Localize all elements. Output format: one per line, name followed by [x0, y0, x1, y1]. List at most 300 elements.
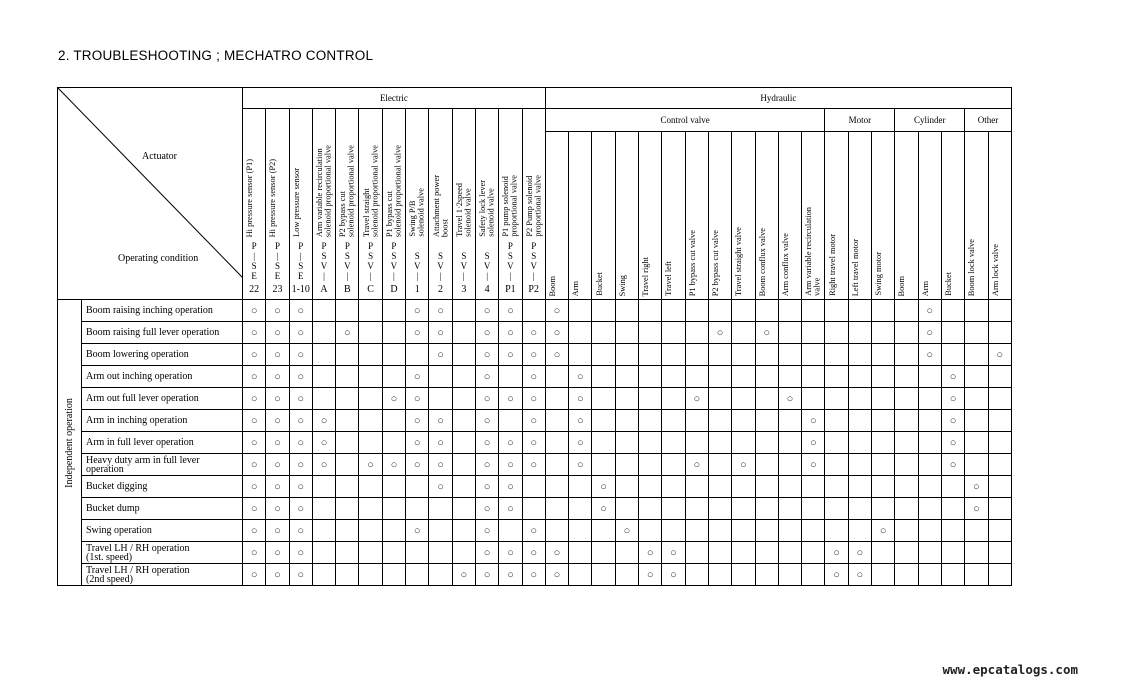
mark-cell — [429, 542, 452, 564]
mark-cell — [662, 366, 685, 388]
mark-cell: ○ — [685, 454, 708, 476]
mark-cell — [499, 366, 522, 388]
mark-cell: ○ — [336, 322, 359, 344]
mark-cell — [895, 498, 918, 520]
group-label: Independent operation — [63, 397, 75, 488]
mark-cell — [662, 344, 685, 366]
mark-cell: ○ — [243, 498, 266, 520]
electric-col-label: Travel straight solenoid proportional valve — [361, 144, 380, 237]
mark-cell — [569, 498, 592, 520]
electric-col-code: S V | — [483, 251, 491, 281]
hydraulic-col-label: Arm — [920, 280, 930, 296]
electric-col-label: Safety lock lever solenoid valve — [478, 180, 496, 237]
electric-col-header — [522, 109, 545, 300]
mark-cell: ○ — [289, 564, 312, 586]
mark-cell — [522, 300, 545, 322]
mark-cell: ○ — [545, 564, 568, 586]
mark-cell — [802, 366, 825, 388]
mark-cell: ○ — [289, 322, 312, 344]
mark-cell — [708, 454, 731, 476]
mark-cell — [941, 542, 964, 564]
table-row — [58, 432, 1012, 454]
mark-cell — [732, 300, 755, 322]
mark-cell — [918, 476, 941, 498]
mark-cell — [872, 476, 895, 498]
mark-cell — [988, 520, 1011, 542]
mark-cell: ○ — [522, 564, 545, 586]
mark-cell: ○ — [475, 564, 498, 586]
electric-col-label: Low pressure sensor — [291, 168, 301, 237]
mark-cell — [522, 498, 545, 520]
mark-cell — [569, 564, 592, 586]
mark-cell: ○ — [522, 322, 545, 344]
mark-cell — [615, 432, 638, 454]
mark-cell: ○ — [778, 388, 801, 410]
mark-cell: ○ — [289, 520, 312, 542]
mark-cell: ○ — [475, 300, 498, 322]
mark-cell — [615, 300, 638, 322]
operating-condition: Bucket digging — [82, 476, 243, 498]
mark-cell — [755, 344, 778, 366]
mark-cell — [802, 344, 825, 366]
mark-cell — [615, 564, 638, 586]
mark-cell — [802, 498, 825, 520]
mark-cell — [359, 476, 382, 498]
mark-cell — [545, 454, 568, 476]
mark-cell — [825, 520, 848, 542]
mark-cell: ○ — [499, 542, 522, 564]
mark-cell — [778, 344, 801, 366]
mark-cell — [452, 410, 475, 432]
hydraulic-col-header — [778, 132, 801, 300]
page-title: 2. TROUBLESHOOTING ; MECHATRO CONTROL — [58, 48, 374, 63]
mark-cell: ○ — [243, 366, 266, 388]
operating-condition: Boom raising inching operation — [82, 300, 243, 322]
mark-cell — [825, 366, 848, 388]
mark-cell — [848, 322, 871, 344]
mark-cell: ○ — [569, 454, 592, 476]
mark-cell — [872, 300, 895, 322]
mark-cell: ○ — [499, 498, 522, 520]
mark-cell — [825, 300, 848, 322]
mark-cell: ○ — [289, 432, 312, 454]
electric-col-label: Hi pressure sensor (P2) — [268, 158, 278, 237]
mark-cell: ○ — [289, 410, 312, 432]
mark-cell — [685, 520, 708, 542]
mark-cell: ○ — [289, 388, 312, 410]
mark-cell — [732, 366, 755, 388]
mark-cell — [382, 322, 405, 344]
hydraulic-col-label: Travel straight valve — [734, 226, 744, 296]
mark-cell: ○ — [312, 454, 335, 476]
mark-cell — [872, 498, 895, 520]
mark-cell: ○ — [406, 410, 429, 432]
mark-cell — [802, 476, 825, 498]
hydraulic-col-header — [872, 132, 895, 300]
mark-cell: ○ — [382, 388, 405, 410]
mark-cell: ○ — [475, 366, 498, 388]
table-row — [58, 366, 1012, 388]
mark-cell — [965, 322, 988, 344]
mark-cell: ○ — [406, 432, 429, 454]
mark-cell — [848, 432, 871, 454]
mark-cell: ○ — [243, 454, 266, 476]
mark-cell: ○ — [569, 366, 592, 388]
mark-cell: ○ — [289, 476, 312, 498]
mark-cell — [848, 476, 871, 498]
mark-cell: ○ — [382, 454, 405, 476]
electric-col-label: P2 bypass cut solenoid proportional valve — [338, 144, 356, 237]
mark-cell — [918, 564, 941, 586]
mark-cell: ○ — [406, 322, 429, 344]
mark-cell — [755, 410, 778, 432]
mark-cell: ○ — [708, 322, 731, 344]
mark-cell — [872, 322, 895, 344]
mark-cell — [662, 520, 685, 542]
mark-cell: ○ — [243, 564, 266, 586]
mark-cell — [755, 564, 778, 586]
mark-cell — [708, 564, 731, 586]
mark-cell — [639, 476, 662, 498]
hydraulic-col-label: Bucket — [944, 272, 954, 296]
mark-cell: ○ — [802, 454, 825, 476]
mark-cell: ○ — [289, 366, 312, 388]
mark-cell: ○ — [499, 300, 522, 322]
mark-cell — [312, 388, 335, 410]
mark-cell: ○ — [266, 564, 289, 586]
electric-col-number: 23 — [272, 284, 283, 295]
mark-cell: ○ — [848, 542, 871, 564]
mark-cell — [312, 542, 335, 564]
electric-col-label: Travel 1·2speed solenoid valve — [454, 183, 473, 237]
mark-cell — [336, 564, 359, 586]
mark-cell — [708, 366, 731, 388]
mark-cell — [685, 410, 708, 432]
electric-col-code: S V | — [437, 251, 444, 281]
hydraulic-col-header — [848, 132, 871, 300]
mark-cell — [336, 300, 359, 322]
mark-cell — [965, 542, 988, 564]
mark-cell: ○ — [569, 432, 592, 454]
electric-col-code: P S V | — [344, 241, 351, 281]
mark-cell — [452, 454, 475, 476]
mark-cell: ○ — [406, 520, 429, 542]
mark-cell — [708, 388, 731, 410]
mark-cell: ○ — [499, 454, 522, 476]
mark-cell — [848, 454, 871, 476]
mark-cell — [662, 432, 685, 454]
electric-col-number: B — [344, 284, 351, 295]
hydraulic-col-header — [545, 132, 568, 300]
electric-col-number: P2 — [528, 284, 539, 295]
hydraulic-col-label: Boom — [897, 275, 907, 296]
mark-cell — [429, 498, 452, 520]
mark-cell: ○ — [429, 300, 452, 322]
mark-cell — [359, 498, 382, 520]
hydraulic-col-label: Travel right — [641, 256, 651, 296]
mark-cell — [872, 564, 895, 586]
mark-cell: ○ — [825, 564, 848, 586]
electric-col-code: S V | — [460, 251, 468, 281]
mark-cell — [988, 366, 1011, 388]
mark-cell: ○ — [243, 300, 266, 322]
mark-cell — [359, 542, 382, 564]
electric-header: Electric — [243, 88, 546, 109]
mark-cell — [895, 520, 918, 542]
mark-cell — [778, 366, 801, 388]
hydraulic-col-header — [662, 132, 685, 300]
mark-cell: ○ — [499, 432, 522, 454]
mark-cell — [872, 388, 895, 410]
mark-cell: ○ — [545, 542, 568, 564]
mark-cell — [662, 454, 685, 476]
mark-cell — [452, 366, 475, 388]
mark-cell — [732, 520, 755, 542]
mark-cell — [615, 454, 638, 476]
mark-cell — [778, 520, 801, 542]
table-row — [58, 520, 1012, 542]
mark-cell: ○ — [522, 366, 545, 388]
mark-cell — [406, 476, 429, 498]
electric-col-code: P S V | — [320, 241, 328, 281]
mark-cell — [382, 498, 405, 520]
mark-cell: ○ — [848, 564, 871, 586]
mark-cell — [336, 410, 359, 432]
mark-cell — [825, 344, 848, 366]
mark-cell — [452, 344, 475, 366]
electric-col-code: P S V | — [367, 241, 374, 281]
mark-cell: ○ — [545, 322, 568, 344]
mark-cell — [662, 322, 685, 344]
mark-cell — [336, 388, 359, 410]
mark-cell: ○ — [755, 322, 778, 344]
mark-cell: ○ — [243, 542, 266, 564]
mark-cell: ○ — [452, 564, 475, 586]
mark-cell: ○ — [918, 344, 941, 366]
mark-cell — [778, 498, 801, 520]
control-valve-header: Control valve — [545, 109, 825, 132]
mark-cell: ○ — [243, 322, 266, 344]
mark-cell: ○ — [475, 388, 498, 410]
mark-cell: ○ — [475, 542, 498, 564]
other-header: Other — [965, 109, 1012, 132]
mark-cell — [312, 300, 335, 322]
hydraulic-col-header — [708, 132, 731, 300]
mark-cell — [592, 388, 615, 410]
mark-cell — [732, 432, 755, 454]
operating-condition: Travel LH / RH operation (2nd speed) — [82, 564, 243, 586]
mark-cell — [755, 542, 778, 564]
mark-cell — [639, 520, 662, 542]
mark-cell — [825, 476, 848, 498]
mark-cell — [685, 432, 708, 454]
mark-cell — [615, 542, 638, 564]
mark-cell — [895, 476, 918, 498]
mark-cell — [965, 300, 988, 322]
mark-cell — [452, 388, 475, 410]
mark-cell — [685, 300, 708, 322]
mark-cell — [569, 344, 592, 366]
mark-cell — [732, 322, 755, 344]
mark-cell — [382, 542, 405, 564]
table-row — [58, 344, 1012, 366]
operating-condition: Heavy duty arm in full lever operation — [82, 454, 243, 476]
mark-cell: ○ — [522, 344, 545, 366]
mark-cell — [592, 300, 615, 322]
table-row — [58, 410, 1012, 432]
mark-cell — [685, 476, 708, 498]
table-row — [58, 542, 1012, 564]
mark-cell: ○ — [266, 520, 289, 542]
electric-col-code: P S V | — [507, 241, 514, 281]
motor-header: Motor — [825, 109, 895, 132]
mark-cell: ○ — [475, 432, 498, 454]
mark-cell: ○ — [545, 344, 568, 366]
mark-cell: ○ — [592, 498, 615, 520]
electric-col-number: 22 — [249, 284, 260, 295]
mark-cell — [941, 344, 964, 366]
electric-col-label: Swing P/B solenoid valve — [408, 188, 426, 237]
mark-cell — [732, 344, 755, 366]
table-row — [58, 300, 1012, 322]
mark-cell: ○ — [545, 300, 568, 322]
mark-cell: ○ — [475, 520, 498, 542]
mark-cell: ○ — [429, 476, 452, 498]
mark-cell — [359, 322, 382, 344]
mark-cell — [778, 322, 801, 344]
mark-cell — [569, 322, 592, 344]
electric-col-label: P1 bypass cut solenoid proportional valve — [384, 144, 403, 237]
mark-cell — [545, 520, 568, 542]
mark-cell: ○ — [639, 542, 662, 564]
mark-cell — [662, 498, 685, 520]
mark-cell — [848, 300, 871, 322]
table-row — [58, 564, 1012, 586]
mark-cell — [872, 454, 895, 476]
mark-cell — [545, 476, 568, 498]
electric-col-number: A — [320, 284, 328, 295]
mark-cell — [452, 322, 475, 344]
mark-cell — [406, 542, 429, 564]
hydraulic-col-header — [615, 132, 638, 300]
mark-cell — [522, 476, 545, 498]
mark-cell — [615, 366, 638, 388]
mark-cell — [312, 366, 335, 388]
mark-cell — [778, 300, 801, 322]
mark-cell — [429, 564, 452, 586]
electric-col-number: 3 — [461, 284, 467, 295]
mark-cell — [382, 520, 405, 542]
mark-cell: ○ — [289, 300, 312, 322]
electric-col-header — [336, 109, 359, 300]
mark-cell — [359, 388, 382, 410]
mark-cell: ○ — [406, 388, 429, 410]
footer-url: www.epcatalogs.com — [942, 662, 1078, 677]
mark-cell — [592, 520, 615, 542]
mark-cell — [895, 542, 918, 564]
electric-col-code: P S V | — [530, 241, 537, 281]
mark-cell — [662, 410, 685, 432]
mark-cell: ○ — [522, 520, 545, 542]
hydraulic-col-header — [685, 132, 708, 300]
mark-cell: ○ — [266, 344, 289, 366]
hydraulic-col-header — [732, 132, 755, 300]
table-row — [58, 476, 1012, 498]
mark-cell — [988, 498, 1011, 520]
mark-cell: ○ — [266, 366, 289, 388]
mark-cell — [755, 520, 778, 542]
mark-cell: ○ — [475, 498, 498, 520]
mark-cell — [336, 542, 359, 564]
mark-cell — [429, 520, 452, 542]
mark-cell — [872, 344, 895, 366]
operating-condition: Swing operation — [82, 520, 243, 542]
mark-cell — [662, 476, 685, 498]
mark-cell — [708, 410, 731, 432]
mark-cell — [825, 454, 848, 476]
mark-cell — [918, 410, 941, 432]
mark-cell — [452, 520, 475, 542]
mark-cell — [778, 432, 801, 454]
mark-cell — [755, 498, 778, 520]
mark-cell — [312, 564, 335, 586]
mark-cell — [708, 476, 731, 498]
electric-col-number: 1-10 — [291, 284, 310, 295]
mark-cell: ○ — [243, 476, 266, 498]
mark-cell — [848, 344, 871, 366]
mark-cell: ○ — [499, 344, 522, 366]
mark-cell: ○ — [941, 454, 964, 476]
hydraulic-col-label: P2 bypass cut valve — [711, 229, 721, 296]
hydraulic-col-header — [895, 132, 918, 300]
mark-cell: ○ — [243, 344, 266, 366]
hydraulic-col-label: Swing motor — [874, 252, 884, 296]
mark-cell: ○ — [522, 542, 545, 564]
mark-cell — [685, 564, 708, 586]
mark-cell: ○ — [359, 454, 382, 476]
mark-cell: ○ — [406, 454, 429, 476]
mark-cell — [802, 322, 825, 344]
mark-cell — [872, 542, 895, 564]
mark-cell — [941, 300, 964, 322]
mark-cell: ○ — [266, 388, 289, 410]
electric-col-header — [289, 109, 312, 300]
mark-cell — [918, 432, 941, 454]
mark-cell: ○ — [988, 344, 1011, 366]
mark-cell: ○ — [289, 454, 312, 476]
electric-col-header — [243, 109, 266, 300]
operating-condition: Arm in inching operation — [82, 410, 243, 432]
mark-cell: ○ — [289, 344, 312, 366]
mark-cell — [406, 344, 429, 366]
mark-cell: ○ — [475, 322, 498, 344]
electric-col-code: P | S E — [251, 241, 257, 281]
electric-col-header — [382, 109, 405, 300]
mark-cell — [639, 300, 662, 322]
mark-cell — [825, 498, 848, 520]
mark-cell: ○ — [941, 388, 964, 410]
mark-cell — [359, 520, 382, 542]
mark-cell — [965, 344, 988, 366]
mark-cell — [708, 498, 731, 520]
mark-cell — [662, 388, 685, 410]
mark-cell — [778, 410, 801, 432]
mark-cell: ○ — [522, 410, 545, 432]
mark-cell — [382, 344, 405, 366]
mark-cell — [685, 542, 708, 564]
hydraulic-col-label: Bucket — [594, 272, 604, 296]
mark-cell: ○ — [475, 454, 498, 476]
